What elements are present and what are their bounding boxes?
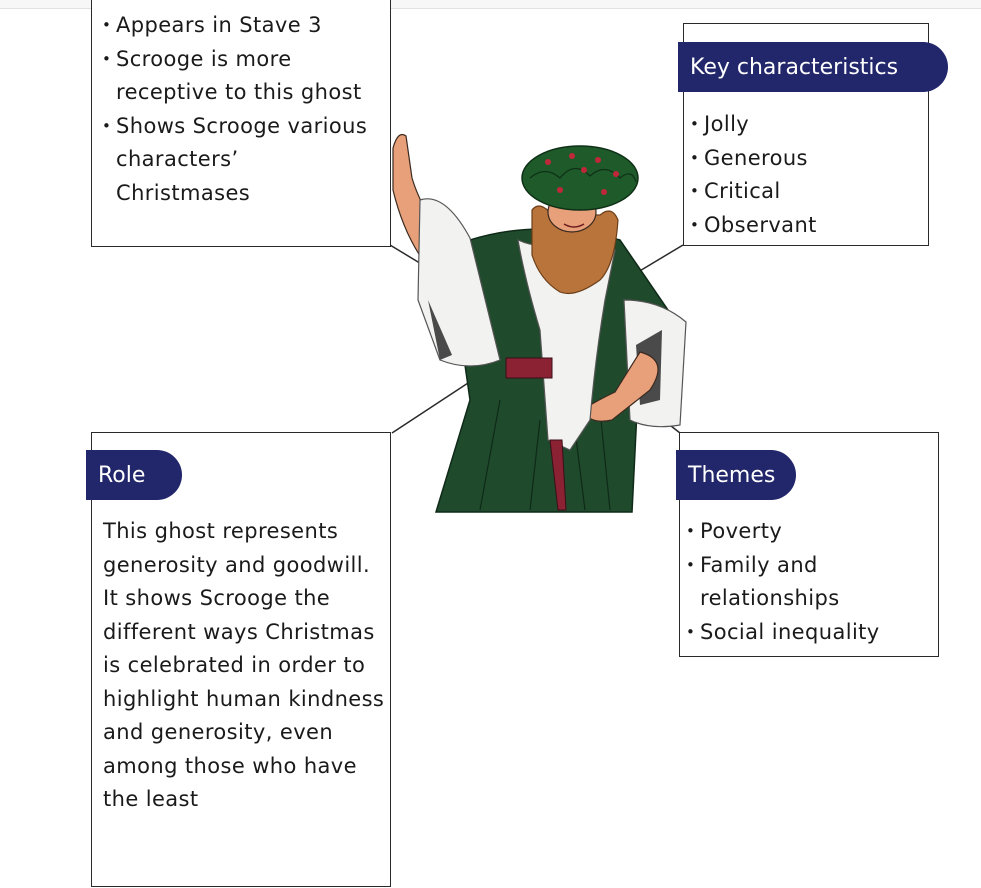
connector-key-characteristics xyxy=(638,245,683,272)
key-characteristics-list xyxy=(686,108,916,242)
role-label: Role xyxy=(86,450,182,500)
role-box xyxy=(91,432,391,887)
appearance-list xyxy=(98,9,378,210)
list-item: • Shows Scrooge various characters’ Christmases xyxy=(98,110,378,211)
list-item: • Appears in Stave 3 xyxy=(98,9,378,43)
list-item: • Jolly xyxy=(686,108,916,142)
themes-list xyxy=(682,515,932,649)
role-text: This ghost represents generosity and goodwill. It shows Scrooge the different ways Christmas is celebrated in order to highlight human kindness and generosity, even among those who have the least xyxy=(103,519,385,811)
list-item: • Scrooge is more receptive to this ghost xyxy=(98,43,378,110)
appearance-box xyxy=(91,0,391,247)
list-item: • Observant xyxy=(686,209,916,243)
list-item: • Social inequality xyxy=(682,616,932,650)
belt xyxy=(506,358,552,378)
list-item: • Poverty xyxy=(682,515,932,549)
list-item: • Critical xyxy=(686,175,916,209)
key-characteristics-label: Key characteristics xyxy=(678,42,948,92)
list-item: • Family and relationships xyxy=(682,549,932,616)
list-item: • Generous xyxy=(686,142,916,176)
themes-label: Themes xyxy=(676,450,796,500)
